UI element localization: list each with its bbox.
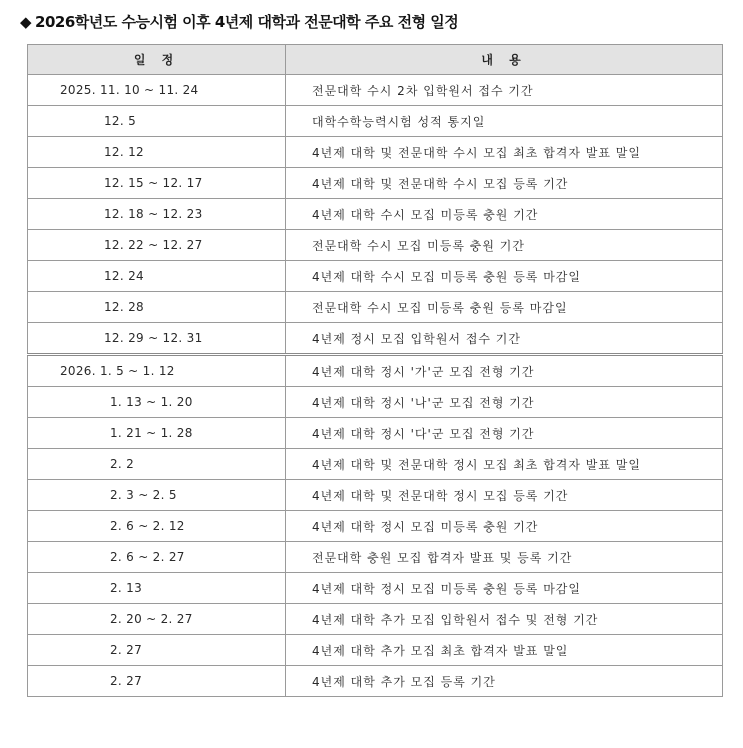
content-cell: 4년제 대학 정시 모집 미등록 충원 기간 (286, 511, 723, 542)
diamond-bullet-icon: ◆ (20, 13, 32, 31)
date-cell: 2. 2 (28, 449, 286, 480)
date-cell: 2026. 1. 5 ~ 1. 12 (28, 355, 286, 387)
content-cell: 전문대학 수시 모집 미등록 충원 등록 마감일 (286, 292, 723, 323)
table-row (28, 542, 723, 573)
date-cell: 12. 28 (28, 292, 286, 323)
page-title (20, 11, 458, 37)
date-cell: 2. 27 (28, 635, 286, 666)
table-row (28, 261, 723, 292)
column-header-date: 일 정 (28, 45, 286, 75)
content-cell: 대학수학능력시험 성적 통지일 (286, 106, 723, 137)
content-cell: 4년제 대학 정시 '나'군 모집 전형 기간 (286, 387, 723, 418)
table-row (28, 199, 723, 230)
date-cell: 2. 6 ~ 2. 12 (28, 511, 286, 542)
table-row (28, 480, 723, 511)
table-row (28, 355, 723, 387)
schedule-table (27, 44, 723, 697)
content-cell: 4년제 정시 모집 입학원서 접수 기간 (286, 323, 723, 355)
date-cell: 12. 29 ~ 12. 31 (28, 323, 286, 355)
table-row (28, 418, 723, 449)
content-cell: 4년제 대학 추가 모집 입학원서 접수 및 전형 기간 (286, 604, 723, 635)
date-cell: 12. 15 ~ 12. 17 (28, 168, 286, 199)
content-cell: 전문대학 충원 모집 합격자 발표 및 등록 기간 (286, 542, 723, 573)
page-title-text: 2026학년도 수능시험 이후 4년제 대학과 전문대학 주요 전형 일정 (35, 13, 459, 31)
content-cell: 4년제 대학 정시 '다'군 모집 전형 기간 (286, 418, 723, 449)
table-row (28, 75, 723, 106)
table-row (28, 168, 723, 199)
date-cell: 12. 24 (28, 261, 286, 292)
date-cell: 12. 5 (28, 106, 286, 137)
table-row (28, 323, 723, 355)
table-header-row (28, 45, 723, 75)
date-cell: 2025. 11. 10 ~ 11. 24 (28, 75, 286, 106)
date-cell: 1. 13 ~ 1. 20 (28, 387, 286, 418)
content-cell: 4년제 대학 정시 모집 미등록 충원 등록 마감일 (286, 573, 723, 604)
date-cell: 2. 20 ~ 2. 27 (28, 604, 286, 635)
table-row (28, 292, 723, 323)
content-cell: 전문대학 수시 모집 미등록 충원 기간 (286, 230, 723, 261)
content-cell: 4년제 대학 및 전문대학 수시 모집 등록 기간 (286, 168, 723, 199)
content-cell: 4년제 대학 및 전문대학 정시 모집 최초 합격자 발표 말일 (286, 449, 723, 480)
content-cell: 4년제 대학 추가 모집 등록 기간 (286, 666, 723, 697)
table-row (28, 604, 723, 635)
content-cell: 4년제 대학 추가 모집 최초 합격자 발표 말일 (286, 635, 723, 666)
table-row (28, 635, 723, 666)
table-row (28, 511, 723, 542)
date-cell: 12. 22 ~ 12. 27 (28, 230, 286, 261)
date-cell: 2. 3 ~ 2. 5 (28, 480, 286, 511)
table-row (28, 449, 723, 480)
date-cell: 2. 6 ~ 2. 27 (28, 542, 286, 573)
table-row (28, 573, 723, 604)
column-header-content: 내 용 (286, 45, 723, 75)
date-cell: 1. 21 ~ 1. 28 (28, 418, 286, 449)
content-cell: 전문대학 수시 2차 입학원서 접수 기간 (286, 75, 723, 106)
content-cell: 4년제 대학 수시 모집 미등록 충원 기간 (286, 199, 723, 230)
date-cell: 2. 27 (28, 666, 286, 697)
table-row (28, 387, 723, 418)
content-cell: 4년제 대학 수시 모집 미등록 충원 등록 마감일 (286, 261, 723, 292)
content-cell: 4년제 대학 정시 '가'군 모집 전형 기간 (286, 355, 723, 387)
date-cell: 12. 18 ~ 12. 23 (28, 199, 286, 230)
content-cell: 4년제 대학 및 전문대학 수시 모집 최초 합격자 발표 말일 (286, 137, 723, 168)
date-cell: 12. 12 (28, 137, 286, 168)
table-row (28, 230, 723, 261)
table-row (28, 106, 723, 137)
content-cell: 4년제 대학 및 전문대학 정시 모집 등록 기간 (286, 480, 723, 511)
table-row (28, 666, 723, 697)
table-row (28, 137, 723, 168)
date-cell: 2. 13 (28, 573, 286, 604)
